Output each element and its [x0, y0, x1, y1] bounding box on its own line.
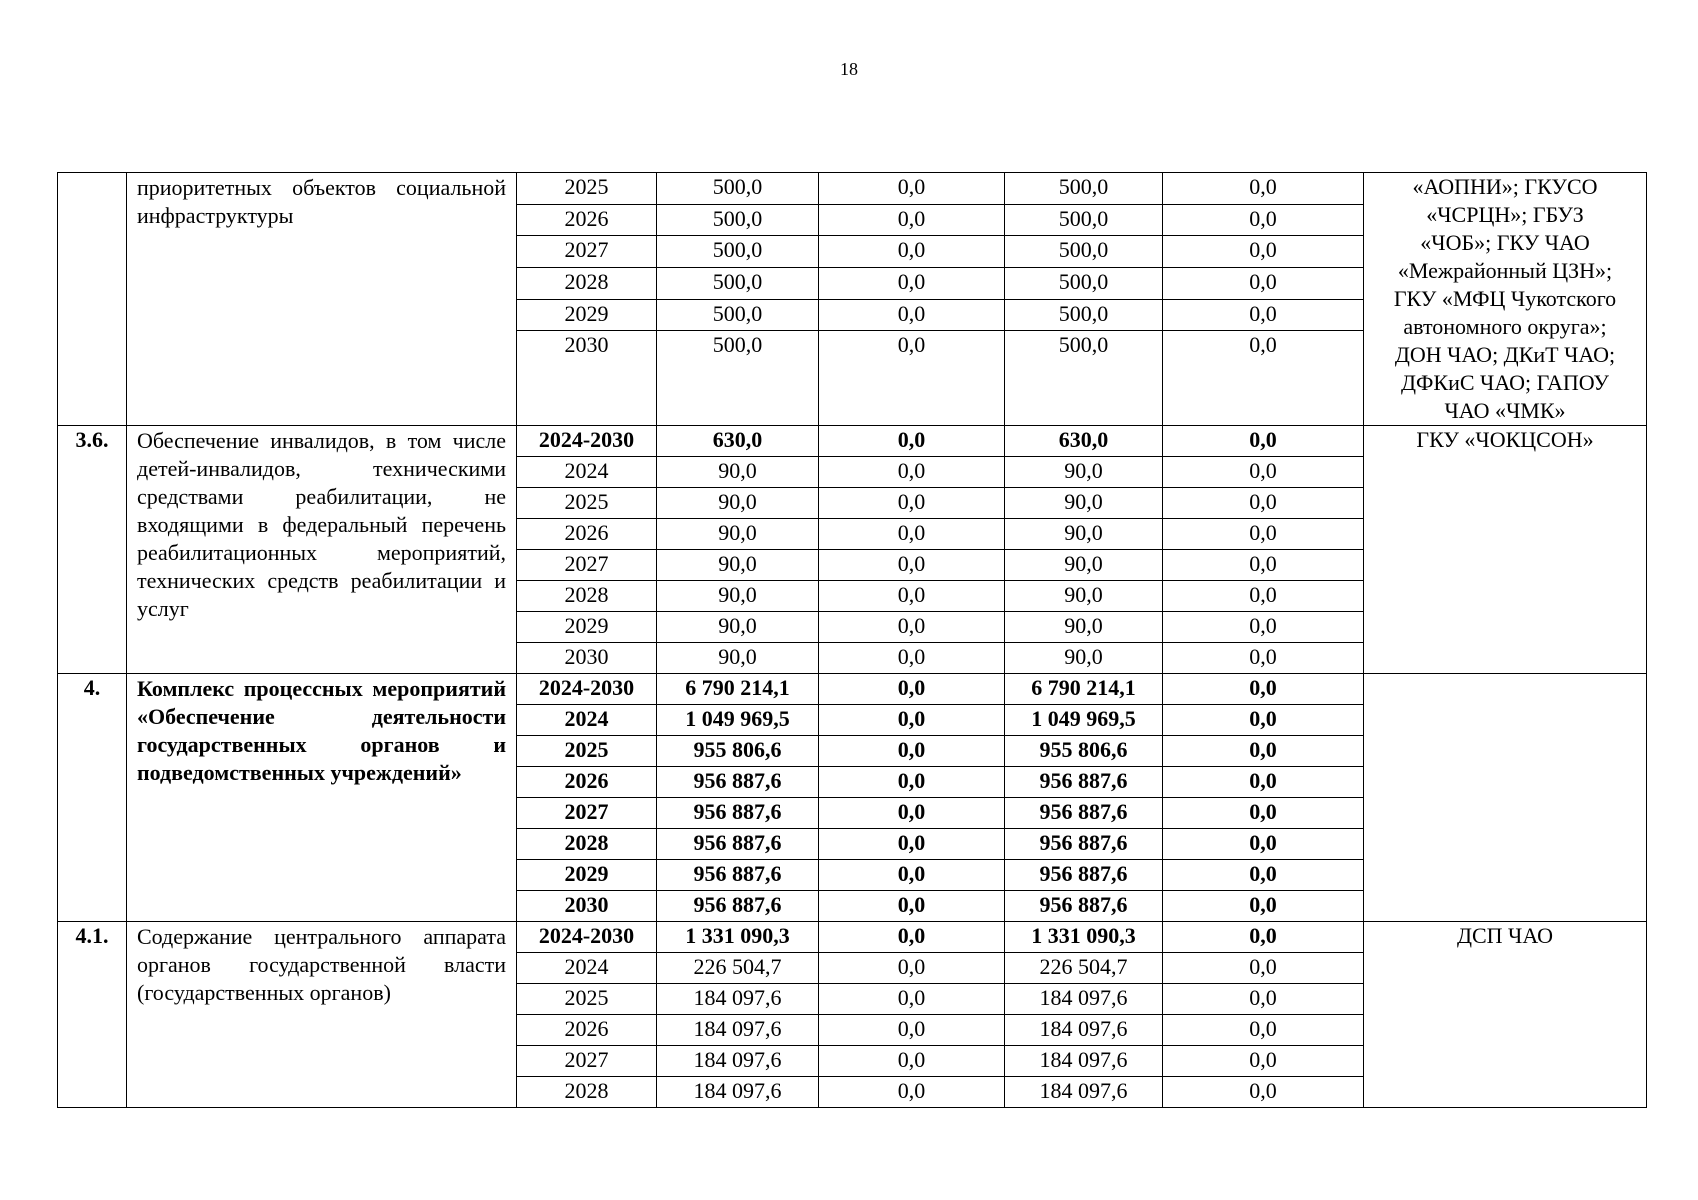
total-amount-cell: 1 049 969,5 — [657, 705, 819, 736]
regional-budget-cell: 184 097,6 — [1005, 1077, 1163, 1108]
other-sources-cell: 0,0 — [1163, 581, 1364, 612]
federal-budget-cell: 0,0 — [819, 204, 1005, 236]
year-cell: 2026 — [517, 519, 657, 550]
federal-budget-cell: 0,0 — [819, 612, 1005, 643]
other-sources-cell: 0,0 — [1163, 922, 1364, 953]
executor-line: ДСП ЧАО — [1456, 923, 1554, 948]
total-amount-cell: 90,0 — [657, 488, 819, 519]
total-amount-cell: 956 887,6 — [657, 891, 819, 922]
total-amount-cell: 500,0 — [657, 331, 819, 426]
total-amount-cell: 226 504,7 — [657, 953, 819, 984]
year-cell: 2025 — [517, 173, 657, 205]
executor-cell — [1364, 922, 1647, 1108]
regional-budget-cell: 500,0 — [1005, 173, 1163, 205]
other-sources-cell: 0,0 — [1163, 236, 1364, 268]
regional-budget-cell: 500,0 — [1005, 236, 1163, 268]
item-number-cell: 4. — [58, 674, 127, 922]
executor-line: «АОПНИ»; ГКУСО — [1412, 174, 1598, 199]
total-amount-cell: 500,0 — [657, 236, 819, 268]
item-name-cell: Комплекс процессных мероприятий «Обеспечение деятельности государственных органов и подведомственных учреждений» — [127, 674, 517, 922]
executor-line: «Межрайонный ЦЗН»; — [1397, 258, 1613, 283]
other-sources-cell: 0,0 — [1163, 984, 1364, 1015]
other-sources-cell: 0,0 — [1163, 705, 1364, 736]
page-number: 18 — [840, 59, 858, 79]
table-row — [58, 674, 1647, 705]
table-row — [58, 922, 1647, 953]
other-sources-cell: 0,0 — [1163, 173, 1364, 205]
federal-budget-cell: 0,0 — [819, 299, 1005, 331]
year-cell: 2027 — [517, 798, 657, 829]
total-amount-cell: 956 887,6 — [657, 767, 819, 798]
year-cell: 2030 — [517, 891, 657, 922]
federal-budget-cell: 0,0 — [819, 767, 1005, 798]
regional-budget-cell: 90,0 — [1005, 488, 1163, 519]
other-sources-cell: 0,0 — [1163, 953, 1364, 984]
federal-budget-cell: 0,0 — [819, 953, 1005, 984]
federal-budget-cell: 0,0 — [819, 426, 1005, 457]
executor-line: автономного округа»; — [1403, 314, 1607, 339]
year-cell: 2028 — [517, 581, 657, 612]
executor-cell — [1364, 426, 1647, 674]
year-cell: 2027 — [517, 1046, 657, 1077]
regional-budget-cell: 90,0 — [1005, 457, 1163, 488]
total-amount-cell: 500,0 — [657, 299, 819, 331]
executor-line: ГКУ «МФЦ Чукотского — [1393, 286, 1617, 311]
other-sources-cell: 0,0 — [1163, 736, 1364, 767]
year-cell: 2028 — [517, 267, 657, 299]
item-number-cell: 4.1. — [58, 922, 127, 1108]
federal-budget-cell: 0,0 — [819, 267, 1005, 299]
federal-budget-cell: 0,0 — [819, 798, 1005, 829]
federal-budget-cell: 0,0 — [819, 1015, 1005, 1046]
total-amount-cell: 90,0 — [657, 519, 819, 550]
year-cell: 2029 — [517, 612, 657, 643]
total-amount-cell: 6 790 214,1 — [657, 674, 819, 705]
total-amount-cell: 500,0 — [657, 267, 819, 299]
year-cell: 2025 — [517, 488, 657, 519]
executor-line: «ЧСРЦН»; ГБУЗ — [1426, 202, 1584, 227]
federal-budget-cell: 0,0 — [819, 829, 1005, 860]
federal-budget-cell: 0,0 — [819, 1046, 1005, 1077]
year-cell: 2024-2030 — [517, 674, 657, 705]
regional-budget-cell: 500,0 — [1005, 331, 1163, 426]
regional-budget-cell: 956 887,6 — [1005, 860, 1163, 891]
item-name-cell: Обеспечение инвалидов, в том числе детей-инвалидов, техническими средствами реабилитации, не входящими в федеральный перечень реабилитационных мероприятий, технических средств реабилитации и услуг — [127, 426, 517, 674]
regional-budget-cell: 90,0 — [1005, 581, 1163, 612]
federal-budget-cell: 0,0 — [819, 705, 1005, 736]
executor-cell — [1364, 173, 1647, 426]
item-name-cell: приоритетных объектов социальной инфраструктуры — [127, 173, 517, 426]
federal-budget-cell: 0,0 — [819, 173, 1005, 205]
federal-budget-cell: 0,0 — [819, 581, 1005, 612]
total-amount-cell: 184 097,6 — [657, 984, 819, 1015]
other-sources-cell: 0,0 — [1163, 1046, 1364, 1077]
total-amount-cell: 90,0 — [657, 550, 819, 581]
federal-budget-cell: 0,0 — [819, 922, 1005, 953]
item-number-cell — [58, 173, 127, 426]
regional-budget-cell: 6 790 214,1 — [1005, 674, 1163, 705]
other-sources-cell: 0,0 — [1163, 891, 1364, 922]
other-sources-cell: 0,0 — [1163, 550, 1364, 581]
regional-budget-cell: 90,0 — [1005, 550, 1163, 581]
total-amount-cell: 630,0 — [657, 426, 819, 457]
item-number-cell: 3.6. — [58, 426, 127, 674]
federal-budget-cell: 0,0 — [819, 457, 1005, 488]
year-cell: 2026 — [517, 204, 657, 236]
federal-budget-cell: 0,0 — [819, 550, 1005, 581]
regional-budget-cell: 90,0 — [1005, 612, 1163, 643]
other-sources-cell: 0,0 — [1163, 299, 1364, 331]
regional-budget-cell: 226 504,7 — [1005, 953, 1163, 984]
regional-budget-cell: 500,0 — [1005, 267, 1163, 299]
other-sources-cell: 0,0 — [1163, 519, 1364, 550]
total-amount-cell: 90,0 — [657, 612, 819, 643]
executor-line: ДОН ЧАО; ДКиТ ЧАО; — [1394, 342, 1616, 367]
federal-budget-cell: 0,0 — [819, 891, 1005, 922]
total-amount-cell: 184 097,6 — [657, 1077, 819, 1108]
total-amount-cell: 1 331 090,3 — [657, 922, 819, 953]
executor-line: ГКУ «ЧОКЦСОН» — [1416, 427, 1594, 452]
year-cell: 2029 — [517, 860, 657, 891]
regional-budget-cell: 956 887,6 — [1005, 891, 1163, 922]
federal-budget-cell: 0,0 — [819, 331, 1005, 426]
table-row — [58, 173, 1647, 205]
executor-line: ДФКиС ЧАО; ГАПОУ — [1401, 370, 1609, 395]
executor-line: «ЧОБ»; ГКУ ЧАО — [1420, 230, 1590, 255]
executor-line: ЧАО «ЧМК» — [1444, 398, 1566, 423]
other-sources-cell: 0,0 — [1163, 798, 1364, 829]
total-amount-cell: 184 097,6 — [657, 1046, 819, 1077]
year-cell: 2024 — [517, 457, 657, 488]
other-sources-cell: 0,0 — [1163, 457, 1364, 488]
total-amount-cell: 90,0 — [657, 581, 819, 612]
regional-budget-cell: 956 887,6 — [1005, 798, 1163, 829]
total-amount-cell: 956 887,6 — [657, 829, 819, 860]
other-sources-cell: 0,0 — [1163, 674, 1364, 705]
other-sources-cell: 0,0 — [1163, 860, 1364, 891]
regional-budget-cell: 500,0 — [1005, 204, 1163, 236]
year-cell: 2025 — [517, 736, 657, 767]
total-amount-cell: 500,0 — [657, 173, 819, 205]
other-sources-cell: 0,0 — [1163, 829, 1364, 860]
total-amount-cell: 90,0 — [657, 643, 819, 674]
executor-cell — [1364, 674, 1647, 922]
regional-budget-cell: 956 887,6 — [1005, 829, 1163, 860]
other-sources-cell: 0,0 — [1163, 1015, 1364, 1046]
total-amount-cell: 500,0 — [657, 204, 819, 236]
regional-budget-cell: 184 097,6 — [1005, 1046, 1163, 1077]
regional-budget-cell: 184 097,6 — [1005, 984, 1163, 1015]
federal-budget-cell: 0,0 — [819, 1077, 1005, 1108]
regional-budget-cell: 956 887,6 — [1005, 767, 1163, 798]
year-cell: 2026 — [517, 1015, 657, 1046]
table-row — [58, 426, 1647, 457]
year-cell: 2028 — [517, 1077, 657, 1108]
total-amount-cell: 955 806,6 — [657, 736, 819, 767]
year-cell: 2024-2030 — [517, 426, 657, 457]
regional-budget-cell: 90,0 — [1005, 519, 1163, 550]
year-cell: 2027 — [517, 236, 657, 268]
total-amount-cell: 956 887,6 — [657, 860, 819, 891]
regional-budget-cell: 630,0 — [1005, 426, 1163, 457]
other-sources-cell: 0,0 — [1163, 1077, 1364, 1108]
other-sources-cell: 0,0 — [1163, 767, 1364, 798]
year-cell: 2030 — [517, 643, 657, 674]
regional-budget-cell: 1 049 969,5 — [1005, 705, 1163, 736]
year-cell: 2027 — [517, 550, 657, 581]
regional-budget-cell: 1 331 090,3 — [1005, 922, 1163, 953]
year-cell: 2024 — [517, 953, 657, 984]
year-cell: 2026 — [517, 767, 657, 798]
regional-budget-cell: 500,0 — [1005, 299, 1163, 331]
other-sources-cell: 0,0 — [1163, 331, 1364, 426]
total-amount-cell: 956 887,6 — [657, 798, 819, 829]
federal-budget-cell: 0,0 — [819, 674, 1005, 705]
other-sources-cell: 0,0 — [1163, 426, 1364, 457]
federal-budget-cell: 0,0 — [819, 236, 1005, 268]
federal-budget-cell: 0,0 — [819, 519, 1005, 550]
year-cell: 2028 — [517, 829, 657, 860]
total-amount-cell: 184 097,6 — [657, 1015, 819, 1046]
year-cell: 2030 — [517, 331, 657, 426]
federal-budget-cell: 0,0 — [819, 860, 1005, 891]
total-amount-cell: 90,0 — [657, 457, 819, 488]
other-sources-cell: 0,0 — [1163, 643, 1364, 674]
financing-table — [57, 172, 1647, 1108]
other-sources-cell: 0,0 — [1163, 267, 1364, 299]
other-sources-cell: 0,0 — [1163, 488, 1364, 519]
regional-budget-cell: 955 806,6 — [1005, 736, 1163, 767]
federal-budget-cell: 0,0 — [819, 736, 1005, 767]
other-sources-cell: 0,0 — [1163, 612, 1364, 643]
year-cell: 2025 — [517, 984, 657, 1015]
item-name-cell: Содержание центрального аппарата органов государственной власти (государственных органов) — [127, 922, 517, 1108]
other-sources-cell: 0,0 — [1163, 204, 1364, 236]
federal-budget-cell: 0,0 — [819, 488, 1005, 519]
regional-budget-cell: 184 097,6 — [1005, 1015, 1163, 1046]
year-cell: 2029 — [517, 299, 657, 331]
federal-budget-cell: 0,0 — [819, 984, 1005, 1015]
table-body — [58, 173, 1647, 1108]
year-cell: 2024 — [517, 705, 657, 736]
federal-budget-cell: 0,0 — [819, 643, 1005, 674]
regional-budget-cell: 90,0 — [1005, 643, 1163, 674]
year-cell: 2024-2030 — [517, 922, 657, 953]
